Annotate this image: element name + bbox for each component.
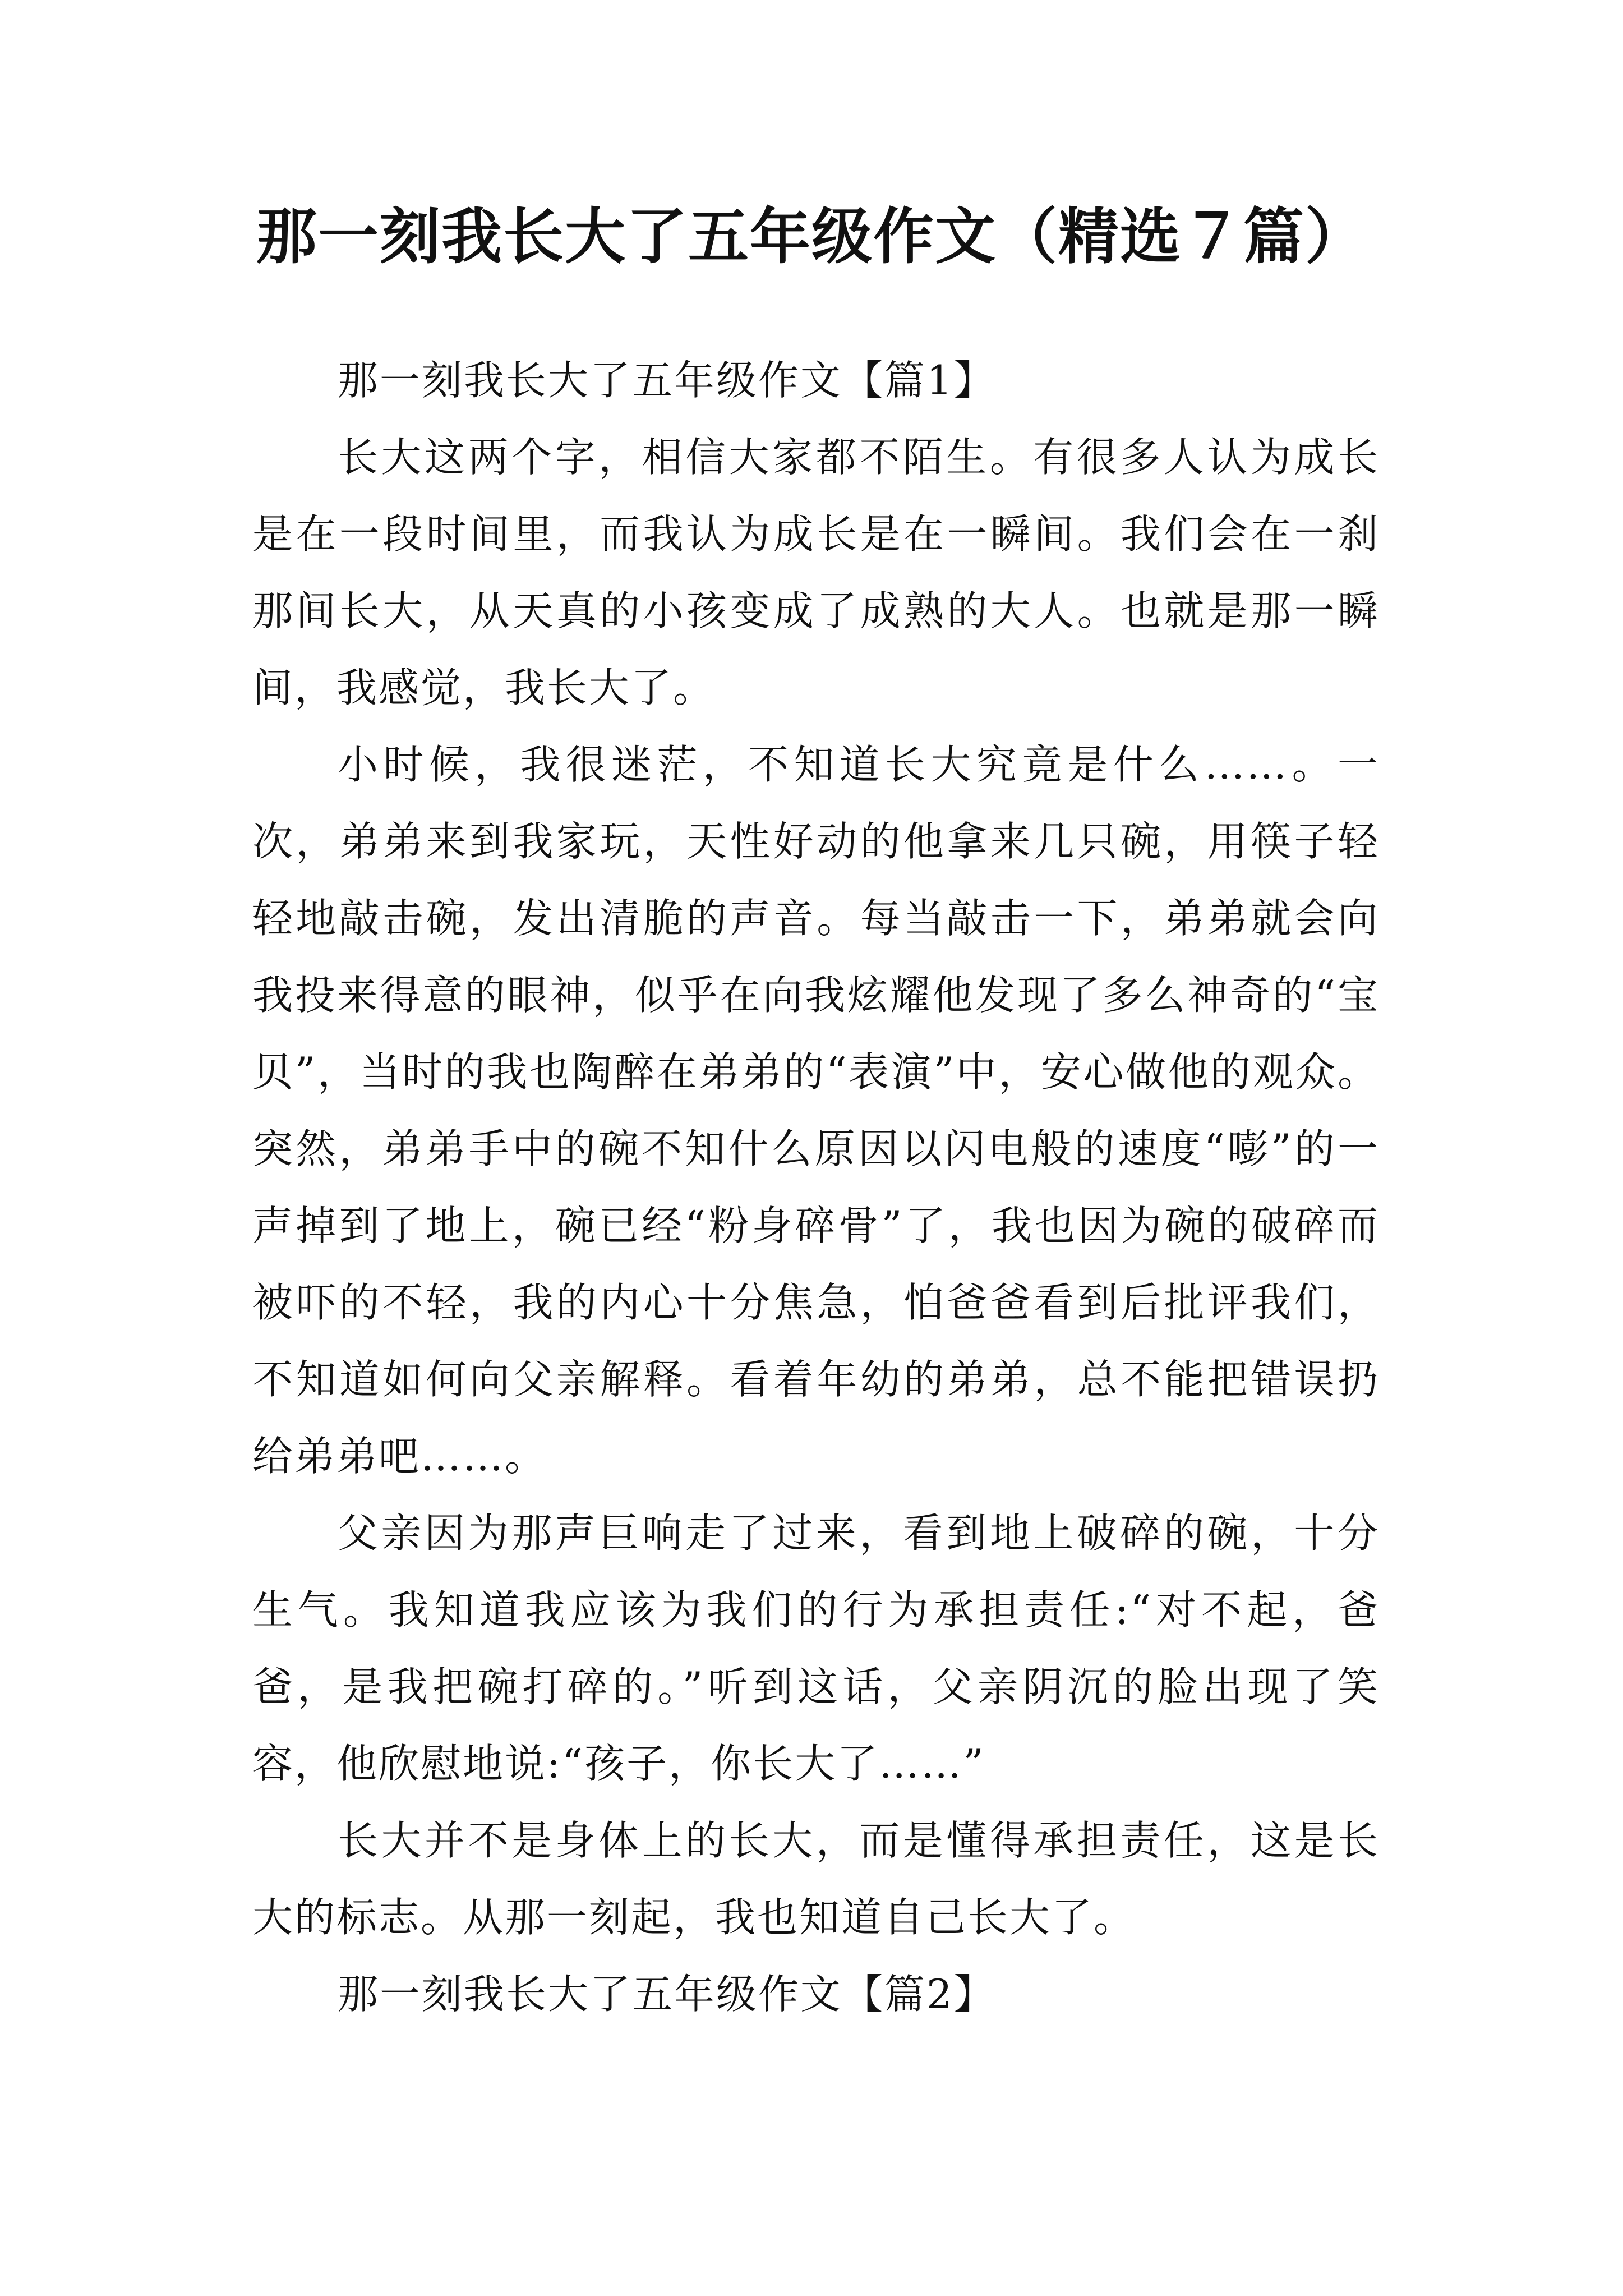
document-title: 那一刻我长大了五年级作文（精选７篇） [256, 201, 1367, 272]
paragraph-3: 父亲因为那声巨响走了过来，看到地上破碎的碗，十分生气。我知道我应该为我们的行为承担责任:“对不起，爸爸，是我把碗打碎的。”听到这话，父亲阴沉的脸出现了笑容，他欣慰地说:“孩子，你长大了……” [252, 1510, 1380, 1787]
document-body [252, 342, 1380, 2033]
section-heading-2: 那一刻我长大了五年级作文【篇2】 [338, 1971, 996, 2018]
paragraph-4: 长大并不是身体上的长大，而是懂得承担责任，这是长大的标志。从那一刻起，我也知道自己长大了。 [252, 1817, 1380, 1941]
paragraph-1: 长大这两个字，相信大家都不陌生。有很多人认为成长是在一段时间里，而我认为成长是在一瞬间。我们会在一刹那间长大，从天真的小孩变成了成熟的大人。也就是那一瞬间，我感觉，我长大了。 [252, 434, 1380, 711]
paragraph-2: 小时候，我很迷茫，不知道长大究竟是什么……。一次，弟弟来到我家玩，天性好动的他拿来几只碗，用筷子轻轻地敲击碗，发出清脆的声音。每当敲击一下，弟弟就会向我投来得意的眼神，似乎在向我炫耀他发现了多么神奇的“宝贝”，当时的我也陶醉在弟弟的“表演”中，安心做他的观众。突然，弟弟手中的碗不知什么原因以闪电般的速度“嘭”的一声掉到了地上，碗已经“粉身碎骨”了，我也因为碗的破碎而被吓的不轻，我的内心十分焦急，怕爸爸看到后批评我们，不知道如何向父亲解释。看着年幼的弟弟，总不能把错误扔给弟弟吧……。 [252, 741, 1380, 1480]
section-heading-1: 那一刻我长大了五年级作文【篇1】 [338, 357, 996, 404]
